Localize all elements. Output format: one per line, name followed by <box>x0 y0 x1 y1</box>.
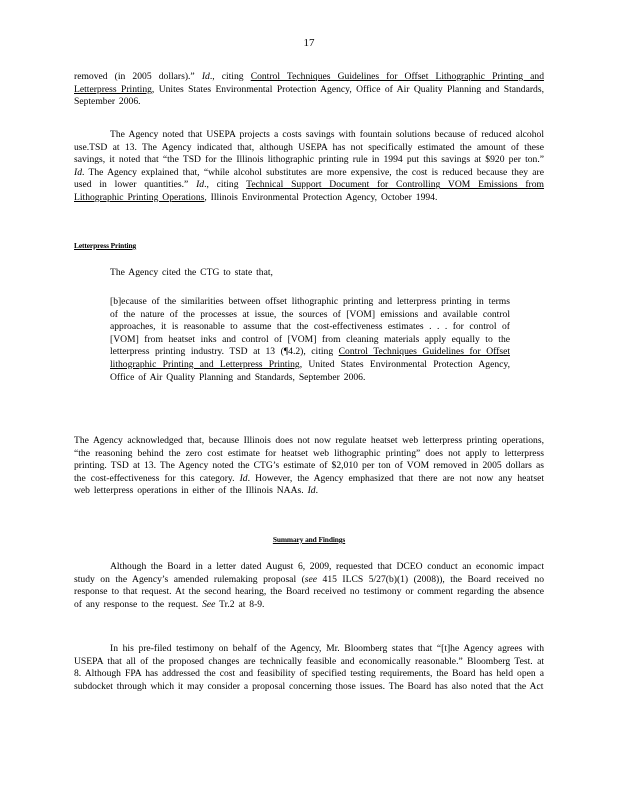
block-quote-ctg <box>110 296 510 384</box>
text: Tr.2 at 8-9. <box>215 598 265 610</box>
text: , Unites States Environmental Protection Agency, Office of Air Quality Planning and Standards, September 2006. <box>74 83 544 108</box>
id-cite: Id <box>196 179 205 191</box>
id-cite: Id <box>201 71 210 82</box>
text: Although the Board in a letter dated August 6, 2009, requested that DCEO conduct an economic impact study on the Agency’s amended rulemaking proposal ( <box>74 561 544 585</box>
text: . However, the Agency emphasized that there are not now any heatset web letterpress operations in either of the Illinois NAAs. <box>74 472 544 497</box>
paragraph-fountain-solutions <box>74 129 544 205</box>
text: ., citing <box>204 179 239 191</box>
text: The Agency acknowledged that, because Illinois does not now regulate heatset web letterpress printing operations, “the reasoning behind the zero cost estimate for heatset web lithographic printing” does not apply to letterpress printing. TSD at 13. The Agency noted the CTG’s estimate of $2,010 per ton of VOM removed in 2005 dollars as the cost-effectiveness for this category. <box>74 435 544 484</box>
see-signal: See <box>202 598 216 610</box>
underlined-citation: Technical Support Document for Controlling VOM Emissions from Lithographic Printing Operations <box>74 179 545 203</box>
text: ., citing <box>209 71 244 82</box>
paragraph-dceo-request <box>74 561 544 611</box>
see-signal: see <box>304 573 318 585</box>
text: removed (in 2005 dollars).” <box>74 71 195 82</box>
text: , United States Environmental Protection Agency, Office of Air Quality Planning and Standards, September 2006. <box>110 358 510 383</box>
text: . The Agency explained that, “while alcohol substitutes are more expensive, the cost is reduced because they are used in lower quantities.” <box>74 166 544 191</box>
underlined-citation: Control Techniques Guidelines for Offset Lithographic Printing and Letterpress Printing <box>74 71 544 95</box>
text: [b]ecause of the similarities between offset lithographic printing and letterpress printing in terms of the nature of the processes at issue, the sources of [VOM] emissions and available control approaches, it is reasonable to assume that the cost-effectiveness estimates . . . for control of [VOM] from heatset inks and control of [VOM] from cleaning materials apply equally to the letterpress printing industry. TSD at 13 (¶4.2), citing <box>110 296 510 358</box>
id-cite: Id <box>74 166 82 178</box>
paragraph-citation-continuation <box>74 71 544 109</box>
text: . <box>315 485 318 497</box>
page-number: 17 <box>303 37 315 49</box>
text: , Illinois Environmental Protection Agency, October 1994. <box>204 191 438 203</box>
id-cite: Id <box>307 485 316 497</box>
text: The Agency noted that USEPA projects a costs savings with fountain solutions because of reduced alcohol use.TSD at 13. The Agency indicated that, although USEPA has not specifically estimated the amount of these savings, it noted that “the TSD for the Illinois lithographic printing rule in 1994 put this savings at $920 per ton.” <box>74 129 544 166</box>
paragraph-agency-acknowledged <box>74 435 544 498</box>
underlined-citation: Control Techniques Guidelines for Offset lithographic Printing and Letterpress Printing <box>110 346 510 370</box>
paragraph-bloomberg-testimony: In his pre-filed testimony on behalf of the Agency, Mr. Bloomberg states that “[t]he Agency agrees with USEPA that all of the proposed changes are technically feasible and economically reasonable.” Bloomberg Test. at 8. Although FPA has addressed the cost and feasibility of specified testing requirements, the Board has held open a subdocket through which it may consider a proposal concerning those issues. The Board has also noted that the Act <box>74 643 544 692</box>
paragraph-agency-cited: The Agency cited the CTG to state that, <box>110 267 273 278</box>
text: 415 ILCS 5/27(b)(1) (2008)), the Board received no response to that request. At the second hearing, the Board received no testimony or comment regarding the absence of any response to the request. <box>74 573 544 610</box>
section-heading-letterpress: Letterpress Printing <box>74 241 137 250</box>
id-cite: Id <box>239 472 248 484</box>
section-heading-summary: Summary and Findings <box>272 535 346 544</box>
